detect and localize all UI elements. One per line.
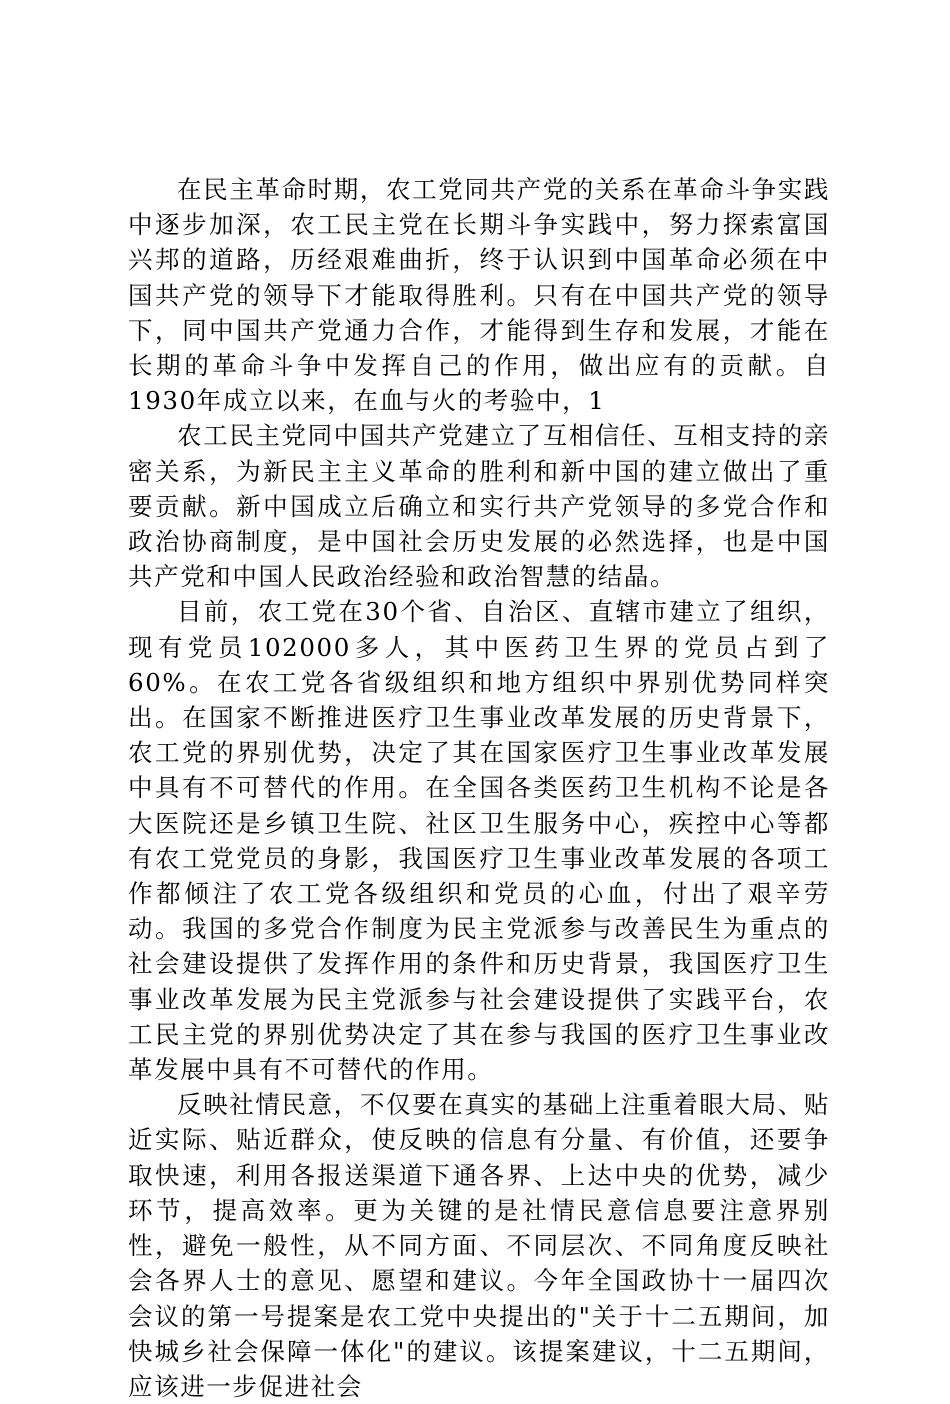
paragraph-social-opinion: 反映社情民意，不仅要在真实的基础上注重着眼大局、贴近实际、贴近群众，使反映的信息有分量、有价值，还要争取快速，利用各报送渠道下通各界、上达中央的优势，减少环节，提高效率。更为关键的是社情民意信息要注意界别性，避免一般性，从不同方面、不同层次、不同角度反映社会各界人士的意见、愿望和建议。今年全国政协十一届四次会议的第一号提案是农工党中央提出的"关于十二五期间，加快城乡社会保障一体化"的建议。该提案建议，十二五期间，应该进一步促进社会 bbox=[128, 1090, 830, 1401]
paragraph-revolution-period: 在民主革命时期，农工党同共产党的关系在革命斗争实践中逐步加深，农工民主党在长期斗争实践中，努力探索富国兴邦的道路，历经艰难曲折，终于认识到中国革命必须在中国共产党的领导下才能取得胜利。只有在中国共产党的领导下，同中国共产党通力合作，才能得到生存和发展，才能在长期的革命斗争中发挥自己的作用，做出应有的贡献。自1930年成立以来，在血与火的考验中，1 bbox=[128, 175, 830, 416]
paragraph-cooperation-relationship: 农工民主党同中国共产党建立了互相信任、互相支持的亲密关系，为新民主主义革命的胜利和新中国的建立做出了重要贡献。新中国成立后确立和实行共产党领导的多党合作和政治协商制度，是中国社会历史发展的必然选择，也是中国共产党和中国人民政治经验和政治智慧的结晶。 bbox=[128, 421, 830, 592]
document-body bbox=[128, 172, 830, 1404]
paragraph-current-organization: 目前，农工党在30个省、自治区、直辖市建立了组织，现有党员102000多人，其中医药卫生界的党员占到了60%。在农工党各省级组织和地方组织中界别优势同样突出。在国家不断推进医疗卫生事业改革发展的历史背景下，农工党的界别优势，决定了其在国家医疗卫生事业改革发展中具有不可替代的作用。在全国各类医药卫生机构不论是各大医院还是乡镇卫生院、社区卫生服务中心，疾控中心等都有农工党党员的身影，我国医疗卫生事业改革发展的各项工作都倾注了农工党各级组织和党员的心血，付出了艰辛劳动。我国的多党合作制度为民主党派参与改善民生为重点的社会建设提供了发挥作用的条件和历史背景，我国医疗卫生事业改革发展为民主党派参与社会建设提供了实践平台，农工民主党的界别优势决定了其在参与我国的医疗卫生事业改革发展中具有不可替代的作用。 bbox=[128, 597, 830, 1085]
